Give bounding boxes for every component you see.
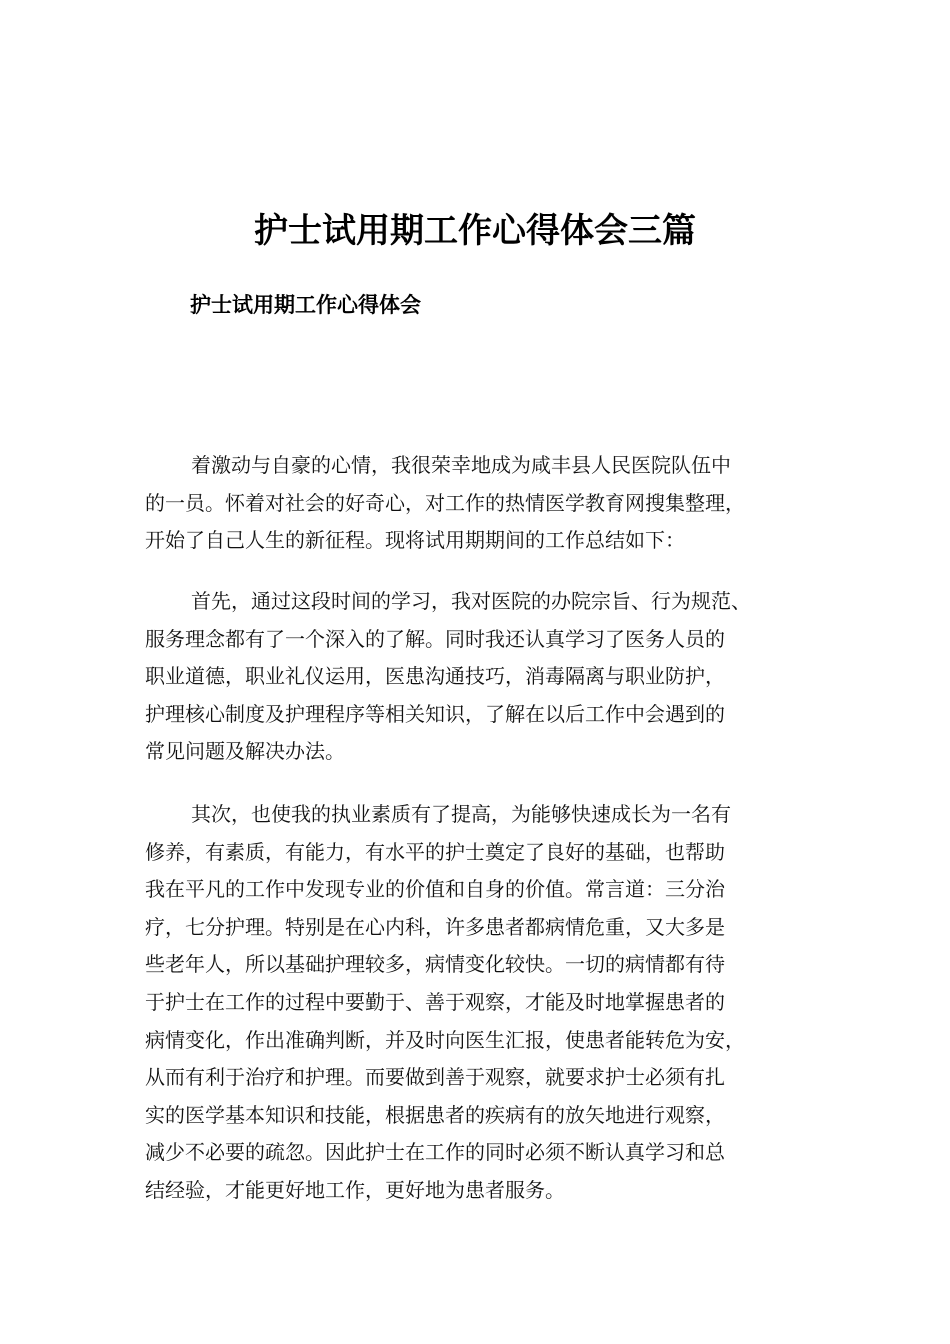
paragraph-line: 些老年人，所以基础护理较多，病情变化较快。一切的病情都有待	[145, 952, 725, 977]
paragraph-line: 实的医学基本知识和技能，根据患者的疾病有的放矢地进行观察，	[145, 1102, 725, 1127]
paragraph-line: 职业道德，职业礼仪运用，医患沟通技巧，消毒隔离与职业防护，	[145, 664, 725, 689]
paragraph-line: 护理核心制度及护理程序等相关知识，了解在以后工作中会遇到的	[145, 701, 725, 726]
paragraph-line: 常见问题及解决办法。	[145, 739, 345, 764]
paragraph-line: 病情变化，作出准确判断，并及时向医生汇报，使患者能转危为安，	[145, 1027, 745, 1052]
paragraph-line: 修养，有素质，有能力，有水平的护士奠定了良好的基础，也帮助	[145, 839, 725, 864]
paragraph-2	[145, 583, 805, 771]
paragraph-line: 开始了自己人生的新征程。现将试用期期间的工作总结如下：	[145, 528, 685, 553]
paragraph-line: 结经验，才能更好地工作，更好地为患者服务。	[145, 1177, 565, 1202]
paragraph-line: 疗，七分护理。特别是在心内科，许多患者都病情危重，又大多是	[145, 914, 725, 939]
paragraph-3	[145, 796, 805, 1210]
paragraph-line: 我在平凡的工作中发现专业的价值和自身的价值。常言道：三分治	[145, 877, 725, 902]
paragraph-line: 的一员。怀着对社会的好奇心，对工作的热情医学教育网搜集整理，	[145, 490, 745, 515]
paragraph-1	[145, 447, 805, 560]
document-title: 护士试用期工作心得体会三篇	[254, 211, 696, 251]
document-subtitle: 护士试用期工作心得体会	[190, 293, 421, 317]
paragraph-line: 服务理念都有了一个深入的了解。同时我还认真学习了医务人员的	[145, 626, 725, 651]
paragraph-line: 减少不必要的疏忽。因此护士在工作的同时必须不断认真学习和总	[145, 1140, 725, 1165]
paragraph-line: 着激动与自豪的心情，我很荣幸地成为咸丰县人民医院队伍中	[191, 453, 731, 477]
paragraph-line: 其次，也使我的执业素质有了提高，为能够快速成长为一名有	[191, 802, 731, 826]
paragraph-line: 首先，通过这段时间的学习，我对医院的办院宗旨、行为规范、	[191, 589, 751, 613]
paragraph-line: 从而有利于治疗和护理。而要做到善于观察，就要求护士必须有扎	[145, 1065, 725, 1090]
paragraph-line: 于护士在工作的过程中要勤于、善于观察，才能及时地掌握患者的	[145, 989, 725, 1014]
